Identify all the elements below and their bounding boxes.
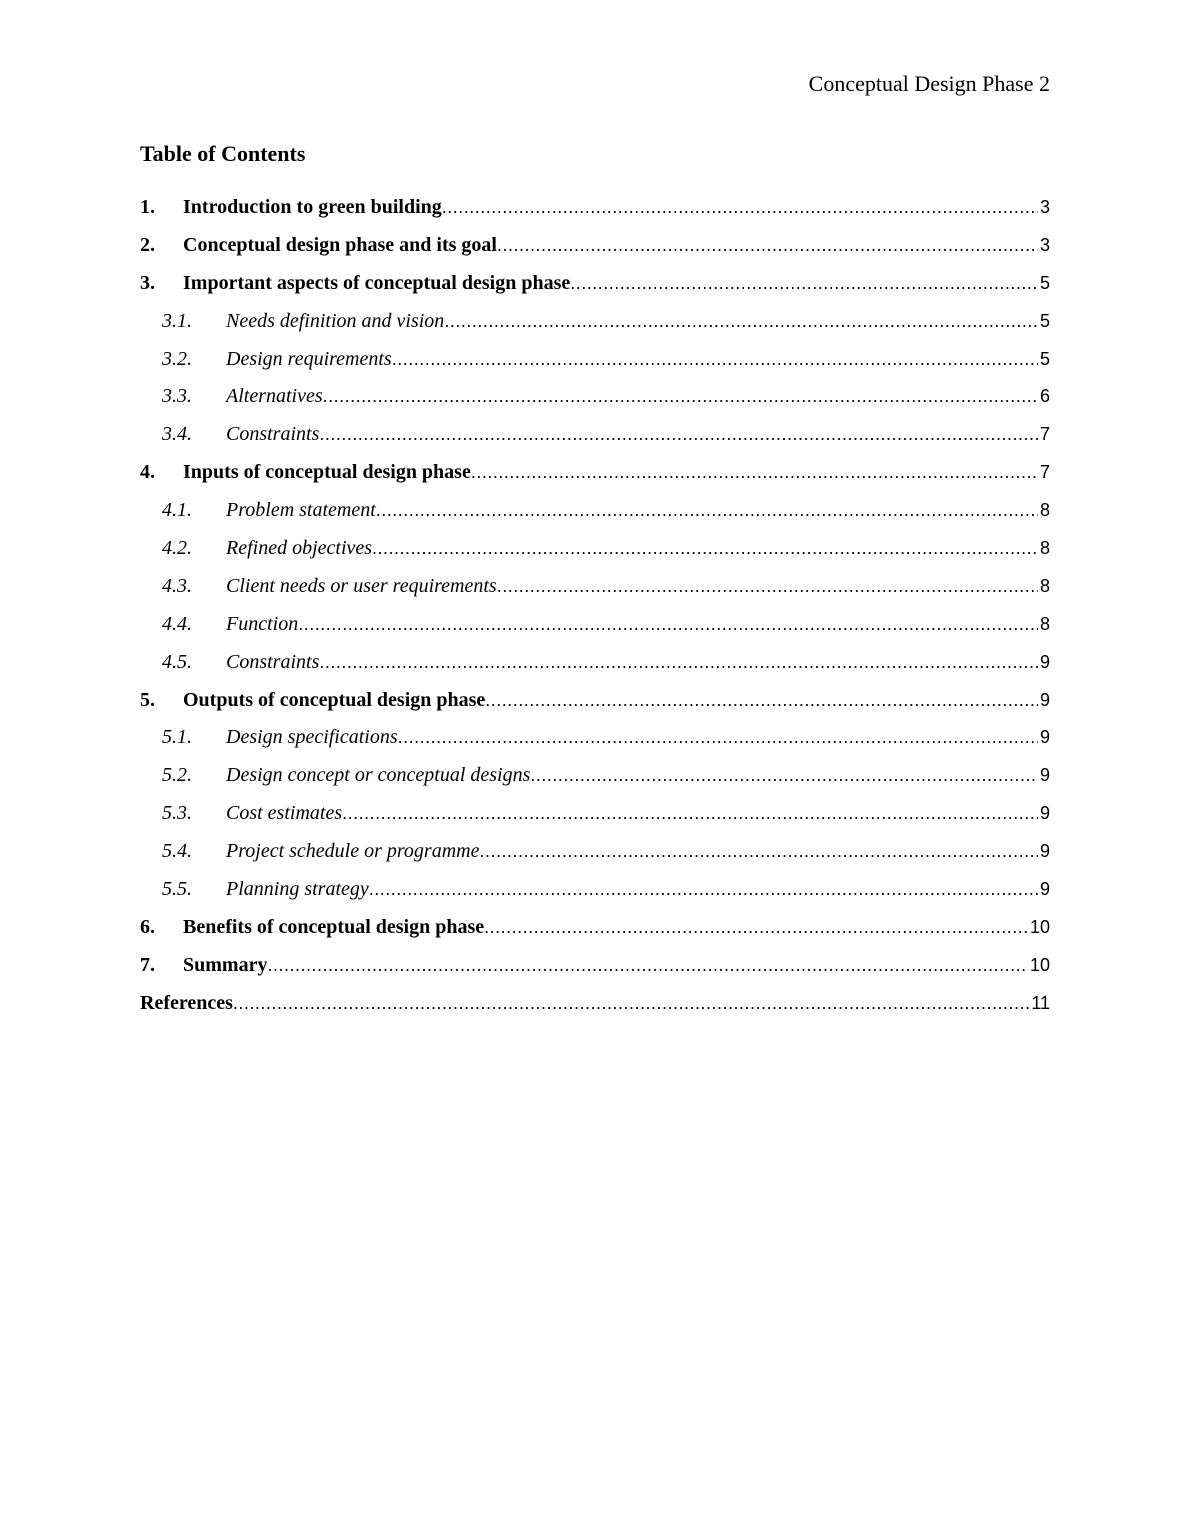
dot-leader [398,722,1038,752]
toc-entry-page-number[interactable]: 3 [1039,234,1050,255]
toc-entry-title[interactable]: Design concept or conceptual designs [226,764,531,787]
dot-leader [442,192,1038,222]
toc-entry-number: 5.5. [162,878,192,901]
toc-entry-title[interactable]: Constraints [226,423,320,446]
toc-entry-title[interactable]: Important aspects of conceptual design phase [183,271,571,294]
toc-entry-page-number[interactable]: 7 [1039,424,1050,445]
dot-leader [530,760,1038,790]
toc-entry-number: 5.2. [162,764,192,787]
toc-entry-title[interactable]: Introduction to green building [183,196,442,218]
toc-entry[interactable] [140,230,1050,268]
toc-entry-title[interactable]: Project schedule or programme [226,840,480,863]
toc-entry-number: 5.4. [162,840,192,863]
toc-entry[interactable] [140,685,1050,723]
dot-leader [372,533,1038,563]
toc-entry[interactable] [140,798,1050,836]
dot-leader [267,950,1028,980]
toc-entry[interactable] [140,912,1050,950]
toc-entry-number: 4.5. [162,650,192,673]
toc-entry[interactable] [140,722,1050,760]
toc-entry-title[interactable]: Constraints [226,650,320,673]
toc-entry-page-number[interactable]: 6 [1039,386,1050,407]
toc-entry-page-number[interactable]: 9 [1039,689,1050,710]
toc-entry[interactable] [140,268,1050,306]
toc-entry[interactable] [140,306,1050,344]
toc-entry[interactable] [140,836,1050,874]
toc-entry-title[interactable]: Conceptual design phase and its goal [183,233,497,256]
toc-entry-number: 6. [140,915,155,938]
toc-entry-page-number[interactable]: 8 [1039,575,1050,596]
dot-leader [319,647,1038,677]
toc-entry-title[interactable]: Problem statement [226,499,376,522]
toc-entry-title[interactable]: Client needs or user requirements [226,574,497,597]
toc-entry-number: 3. [140,271,155,294]
table-of-contents [140,192,1050,1026]
dot-leader [233,988,1029,1018]
toc-entry-title[interactable]: Outputs of conceptual design phase [183,688,486,711]
toc-entry-number: 4.3. [162,574,192,597]
toc-entry-number: 5. [140,688,155,711]
dot-leader [570,268,1038,298]
toc-entry-page-number[interactable]: 7 [1039,462,1050,483]
dot-leader [497,230,1038,260]
toc-entry-number: 2. [140,233,155,256]
toc-entry-number: 7. [140,953,155,976]
toc-entry-number: 4.2. [162,537,192,560]
toc-entry-number: 1. [140,196,155,218]
toc-entry-number: 4.4. [162,612,192,635]
dot-leader [471,457,1038,487]
toc-entry[interactable] [140,609,1050,647]
dot-leader [497,571,1038,601]
toc-entry-number: 4. [140,461,155,484]
toc-heading: Table of Contents [140,141,306,166]
toc-entry-page-number[interactable]: 9 [1039,879,1050,900]
toc-entry-title[interactable]: Refined objectives [226,537,373,560]
toc-entry-number: 5.1. [162,726,192,749]
dot-leader [376,495,1038,525]
toc-entry-page-number[interactable]: 5 [1039,310,1050,331]
toc-entry-page-number[interactable]: 3 [1039,197,1050,217]
toc-entry[interactable] [140,874,1050,912]
toc-entry-page-number[interactable]: 9 [1039,765,1050,786]
toc-entry[interactable] [140,988,1050,1026]
toc-entry-page-number[interactable]: 8 [1039,538,1050,559]
dot-leader [342,798,1038,828]
dot-leader [392,344,1038,374]
dot-leader [444,306,1038,336]
toc-entry-page-number[interactable]: 11 [1031,992,1050,1013]
toc-entry-title[interactable]: Design requirements [226,347,392,370]
toc-entry-number: 3.3. [162,385,192,408]
toc-entry[interactable] [140,950,1050,988]
toc-entry-title[interactable]: Needs definition and vision [226,309,445,332]
dot-leader [485,685,1038,715]
running-header: Conceptual Design Phase 2 [808,71,1050,96]
dot-leader [479,836,1038,866]
toc-entry[interactable] [140,533,1050,571]
toc-entry-title[interactable]: Cost estimates [226,802,343,825]
toc-entry-page-number[interactable]: 8 [1039,613,1050,634]
toc-entry[interactable] [140,571,1050,609]
toc-entry[interactable] [140,419,1050,457]
toc-entry[interactable] [140,457,1050,495]
toc-entry-page-number[interactable]: 8 [1039,500,1050,521]
dot-leader [298,609,1038,639]
toc-entry-number: 3.2. [162,347,192,370]
toc-entry-page-number[interactable]: 5 [1039,348,1050,369]
toc-entry[interactable] [140,647,1050,685]
toc-entry[interactable] [140,760,1050,798]
toc-entry[interactable] [140,495,1050,533]
toc-entry[interactable] [140,192,1050,230]
toc-entry[interactable] [140,344,1050,382]
toc-entry-page-number[interactable]: 9 [1039,803,1050,824]
toc-entry-title[interactable]: Alternatives [226,385,323,408]
toc-entry-title[interactable]: Inputs of conceptual design phase [183,461,471,484]
dot-leader [369,874,1038,904]
toc-entry-page-number[interactable]: 9 [1039,727,1050,748]
toc-entry-page-number[interactable]: 9 [1039,651,1050,672]
toc-entry-page-number[interactable]: 5 [1039,272,1050,293]
toc-entry-page-number[interactable]: 9 [1039,841,1050,862]
toc-entry-title[interactable]: References [140,991,233,1014]
toc-entry-title[interactable]: Benefits of conceptual design phase [183,915,485,938]
toc-entry-page-number[interactable]: 10 [1029,954,1050,975]
toc-entry-number: 5.3. [162,802,192,825]
toc-entry-title[interactable]: Function [226,612,299,635]
toc-entry-number: 4.1. [162,499,192,522]
dot-leader [323,381,1038,411]
toc-entry-number: 3.1. [162,309,192,332]
toc-entry[interactable] [140,381,1050,419]
toc-entry-title[interactable]: Summary [183,953,268,976]
toc-entry-number: 3.4. [162,423,192,446]
toc-entry-title[interactable]: Planning strategy [226,878,369,901]
dot-leader [484,912,1028,942]
dot-leader [319,419,1038,449]
toc-entry-page-number[interactable]: 10 [1029,916,1050,937]
toc-entry-title[interactable]: Design specifications [226,726,398,749]
